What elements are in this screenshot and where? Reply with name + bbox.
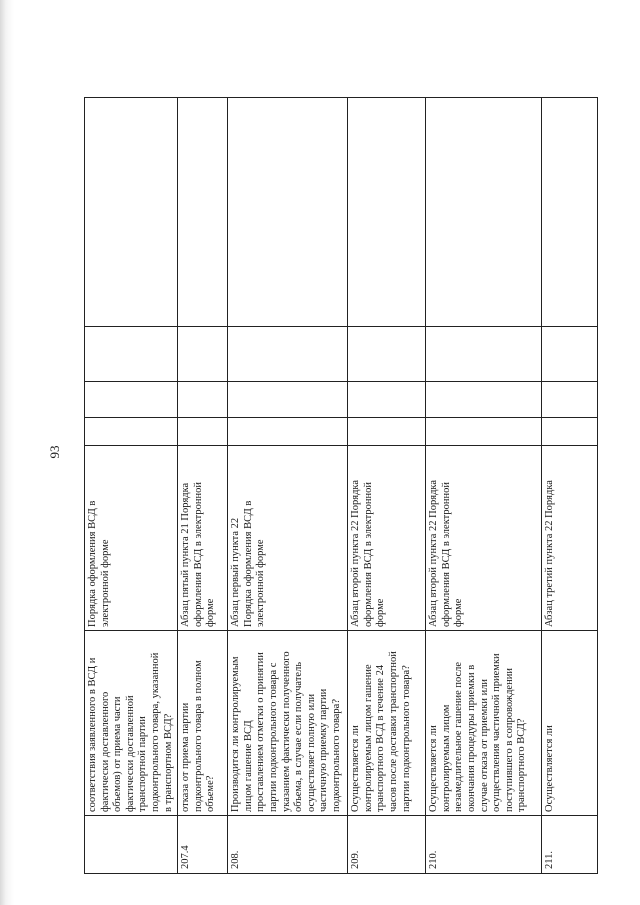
requirement-text-line: транспортного ВСД? [516, 718, 528, 812]
not-applicable-cell [542, 327, 598, 382]
answer-yes-cell [85, 418, 178, 446]
requirement-text-line: объеме? [205, 775, 217, 812]
requirement-text-line: партии подконтрольного товара? [400, 665, 412, 812]
requirement-text-line: контролируемым лицом гашение [362, 664, 374, 812]
requirement-text-line: поступившего в сопровождении [503, 668, 515, 812]
requirement-text-line: подконтрольного товара в полном [192, 660, 204, 812]
reference-text-line: Абзац второй пункта 22 Порядка [350, 479, 362, 627]
requirement-text-line: транспортной партии [137, 716, 149, 812]
reference-text-line: Порядка оформления ВСД в [242, 500, 254, 627]
table-row [228, 98, 348, 874]
requirement-text-line: фактически доставленного [99, 691, 111, 812]
row-number: 207.4 [180, 845, 192, 869]
reference-text-line: Абзац второй пункта 22 Порядка [428, 479, 440, 627]
reference-text-line: оформления ВСД в электронной [362, 482, 374, 627]
reference-text-line: оформления ВСД в электронной [192, 482, 204, 627]
requirement-text-line: незамедлительное гашение после [453, 661, 465, 812]
rotated-page-content [84, 98, 582, 874]
reference-cell [178, 446, 228, 631]
comment-cell [348, 98, 426, 327]
requirement-text-line: окончания процедуры приемки в [465, 664, 477, 812]
requirement-text-line: лицом гашение ВСД [242, 720, 254, 812]
reference-text-line: форме [205, 598, 217, 627]
table-row [178, 98, 228, 874]
requirement-text-line: Осуществляется ли [544, 725, 556, 812]
requirement-text-line: часов после доставки транспортной [387, 651, 399, 812]
comment-cell [426, 98, 542, 327]
comment-cell [228, 98, 348, 327]
row-number: 209. [350, 850, 362, 869]
requirement-text-line: частичную приемку партии [318, 688, 330, 812]
requirement-text-line: фактически доставленной [124, 695, 136, 812]
reference-text-line: Абзац первый пункта 22 [230, 517, 242, 627]
comment-cell [85, 98, 178, 327]
comment-cell [542, 98, 598, 327]
not-applicable-cell [85, 327, 178, 382]
requirement-text-line: партии подконтрольного товара с [267, 662, 279, 812]
requirement-text-line: Осуществляется ли [350, 725, 362, 812]
checklist-table-container [84, 98, 582, 874]
not-applicable-cell [426, 327, 542, 382]
requirement-cell [426, 631, 542, 816]
row-number-cell [228, 816, 348, 874]
checklist-table [84, 97, 598, 874]
row-number: 208. [230, 850, 242, 869]
requirement-text-line: осуществления частичной приемки [491, 653, 503, 812]
requirement-text-line: проставлением отметки о принятии [255, 652, 267, 812]
page-number: 93 [47, 445, 62, 459]
requirement-text-line: соответствия заявленного в ВСД и [87, 657, 98, 812]
answer-no-cell [228, 382, 348, 418]
table-row [348, 98, 426, 874]
row-number-cell [348, 816, 426, 874]
reference-text-line: электронной форме [99, 539, 111, 627]
requirement-cell [348, 631, 426, 816]
answer-no-cell [542, 382, 598, 418]
requirement-text-line: отказа от приема партии [180, 702, 192, 812]
row-number: 210. [428, 850, 440, 869]
table-row [426, 98, 542, 874]
row-number-cell [85, 816, 178, 874]
requirement-text-line: транспортного ВСД в течение 24 [375, 664, 387, 812]
reference-cell [542, 446, 598, 631]
requirement-text-line: в транспортном ВСД? [162, 713, 174, 812]
reference-cell [228, 446, 348, 631]
requirement-text-line: осуществляет полную или [305, 693, 317, 812]
requirement-text-line: подконтрольного товара? [330, 699, 342, 812]
requirement-text-line: подконтрольного товара, указанной [149, 652, 161, 812]
row-number-cell [542, 816, 598, 874]
table-row [85, 98, 178, 874]
requirement-text-line: объема, в случае если получатель [293, 661, 305, 812]
requirement-text-line: Производится ли контролируемым [230, 656, 242, 812]
reference-text-line: оформления ВСД в электронной [440, 482, 452, 627]
reference-cell [426, 446, 542, 631]
reference-text-line: Абзац пятый пункта 21 Порядка [180, 482, 192, 627]
answer-yes-cell [178, 418, 228, 446]
answer-no-cell [426, 382, 542, 418]
requirement-text-line: Осуществляется ли [428, 725, 440, 812]
reference-text-line: Абзац третий пункта 22 Порядка [544, 480, 556, 627]
reference-text-line: форме [375, 598, 387, 627]
requirement-cell [178, 631, 228, 816]
answer-no-cell [348, 382, 426, 418]
comment-cell [178, 98, 228, 327]
requirement-cell [542, 631, 598, 816]
row-number: 211. [544, 851, 556, 869]
answer-no-cell [85, 382, 178, 418]
requirement-text-line: объемов) от приема части [112, 696, 124, 812]
reference-cell [348, 446, 426, 631]
reference-text-line: электронной форме [255, 539, 267, 627]
reference-cell [85, 446, 178, 631]
answer-yes-cell [228, 418, 348, 446]
row-number-cell [178, 816, 228, 874]
row-number-cell [426, 816, 542, 874]
reference-text-line: Порядка оформления ВСД в [87, 500, 98, 627]
not-applicable-cell [348, 327, 426, 382]
answer-no-cell [178, 382, 228, 418]
requirement-cell [85, 631, 178, 816]
answer-yes-cell [542, 418, 598, 446]
answer-yes-cell [348, 418, 426, 446]
requirement-text-line: указанием фактически полученного [280, 651, 292, 812]
not-applicable-cell [228, 327, 348, 382]
reference-text-line: форме [453, 598, 465, 627]
answer-yes-cell [426, 418, 542, 446]
table-row [542, 98, 598, 874]
requirement-text-line: случае отказа от приемки или [478, 678, 490, 812]
requirement-text-line: контролируемым лицом [440, 704, 452, 812]
not-applicable-cell [178, 327, 228, 382]
requirement-cell [228, 631, 348, 816]
